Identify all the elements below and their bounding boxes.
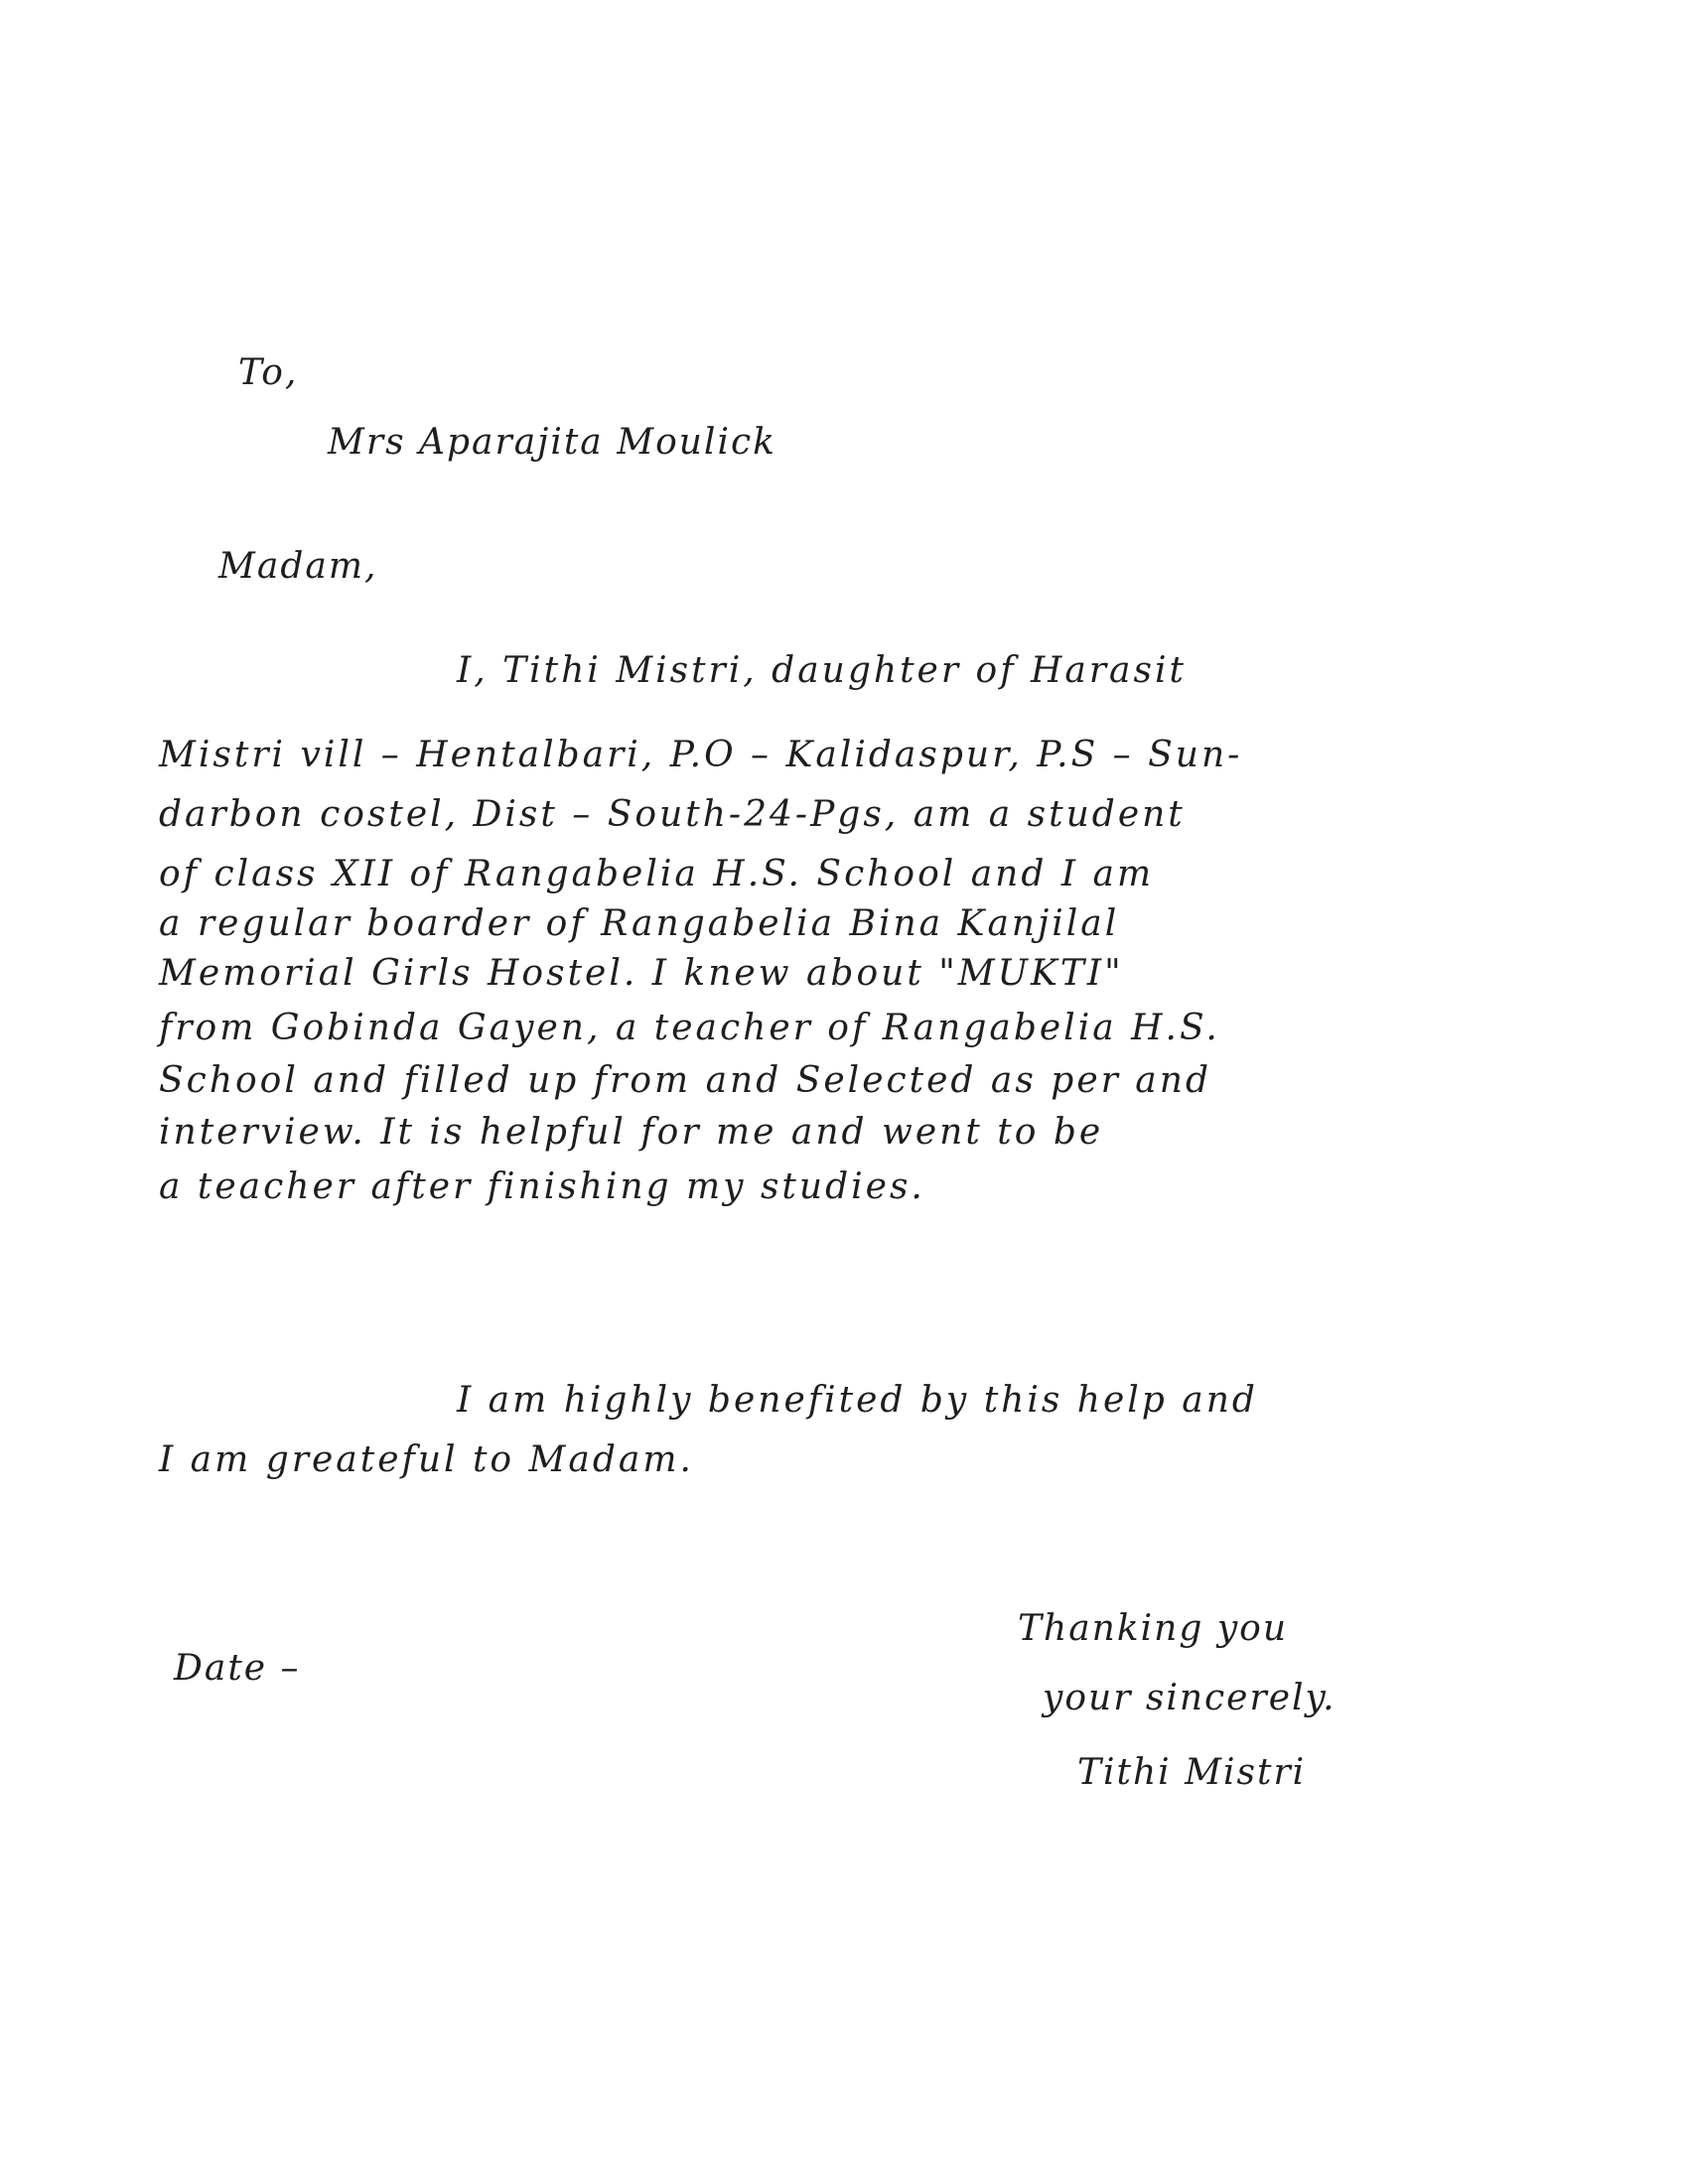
paragraph-two-line: I am greateful to Madam. (159, 1439, 694, 1480)
body-line: a regular boarder of Rangabelia Bina Kanjilal (159, 903, 1120, 944)
addressee-name: Mrs Aparajita Moulick (328, 422, 776, 463)
body-line: from Gobinda Gayen, a teacher of Rangabelia H.S. (159, 1008, 1220, 1048)
to-line: To, (238, 352, 299, 393)
body-line: of class XII of Rangabelia H.S. School and I am (159, 854, 1155, 894)
closing-thanks: Thanking you (1018, 1608, 1289, 1649)
body-line: darbon costel, Dist – South-24-Pgs, am a student (159, 794, 1186, 835)
body-line: School and filled up from and Selected as per and (159, 1060, 1211, 1101)
body-line: Memorial Girls Hostel. I knew about "MUKTI" (159, 953, 1124, 994)
paragraph-two-line: I am highly benefited by this help and (457, 1380, 1258, 1421)
date-label: Date – (174, 1648, 301, 1689)
salutation: Madam, (218, 546, 378, 587)
body-line: a teacher after finishing my studies. (159, 1166, 925, 1207)
signature-name: Tithi Mistri (1077, 1752, 1307, 1793)
closing-sincerely: your sincerely. (1043, 1678, 1336, 1718)
body-line: Mistri vill – Hentalbari, P.O – Kalidaspur, P.S – Sun- (159, 735, 1243, 775)
body-line: I, Tithi Mistri, daughter of Harasit (457, 650, 1187, 691)
body-line: interview. It is helpful for me and went to be (159, 1112, 1104, 1153)
